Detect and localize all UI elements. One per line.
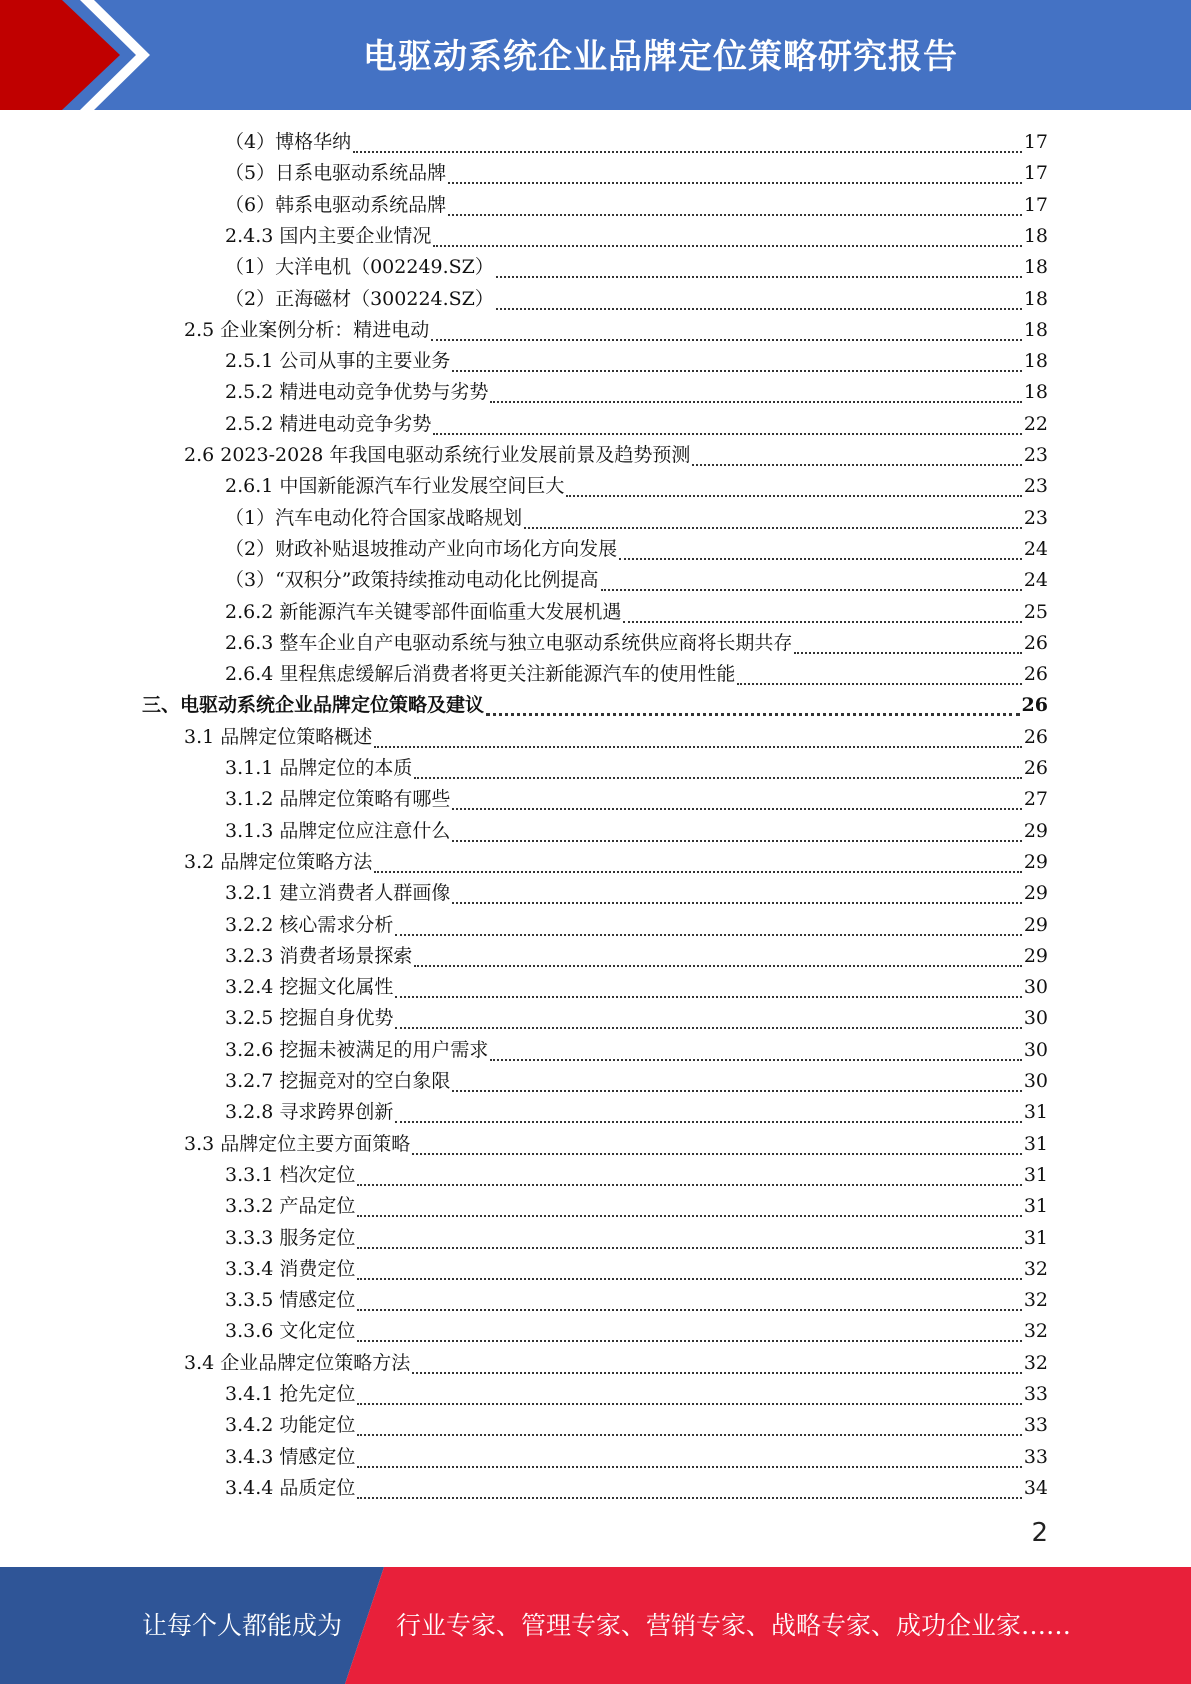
toc-entry-label: 2.6.3 整车企业自产电驱动系统与独立电驱动系统供应商将长期共存 xyxy=(225,632,793,654)
toc-entry-page: 32 xyxy=(1023,1320,1048,1342)
toc-entry[interactable] xyxy=(225,1316,1048,1347)
dot-leader xyxy=(692,464,1021,466)
toc-entry[interactable] xyxy=(225,284,1048,315)
toc-entry[interactable] xyxy=(225,565,1048,596)
toc-entry-label: 3.4 企业品牌定位策略方法 xyxy=(184,1352,411,1374)
toc-entry[interactable] xyxy=(225,221,1048,252)
toc-entry-label: （3）“双积分”政策持续推动电动化比例提高 xyxy=(225,569,599,591)
toc-entry-page: 23 xyxy=(1023,475,1048,497)
toc-entry[interactable] xyxy=(225,1442,1048,1473)
toc-entry[interactable] xyxy=(184,847,1048,878)
dot-leader xyxy=(486,713,1020,716)
dot-leader xyxy=(737,683,1021,685)
toc-entry-label: 3.3.1 档次定位 xyxy=(225,1164,356,1186)
toc-entry[interactable] xyxy=(225,409,1048,440)
toc-entry[interactable] xyxy=(225,534,1048,565)
chevron-arrow-icon xyxy=(0,0,160,110)
toc-entry-label: 3.1 品牌定位策略概述 xyxy=(184,726,373,748)
report-title: 电驱动系统企业品牌定位策略研究报告 xyxy=(363,36,958,77)
toc-entry-page: 24 xyxy=(1023,569,1048,591)
toc-entry-label: 3.3 品牌定位主要方面策略 xyxy=(184,1133,411,1155)
toc-entry-page: 30 xyxy=(1023,976,1048,998)
dot-leader xyxy=(448,182,1022,184)
toc-entry-label: 3.3.4 消费定位 xyxy=(225,1258,356,1280)
toc-entry[interactable] xyxy=(184,722,1048,753)
toc-entry-page: 23 xyxy=(1023,507,1048,529)
toc-entry[interactable] xyxy=(225,597,1048,628)
dot-leader xyxy=(448,214,1022,216)
footer-slogan-right: 行业专家、管理专家、营销专家、战略专家、成功企业家…… xyxy=(396,1611,1072,1640)
toc-entry-page: 31 xyxy=(1023,1101,1048,1123)
dot-leader xyxy=(357,1403,1021,1405)
toc-entry-page: 18 xyxy=(1023,319,1048,341)
toc-entry-page: 17 xyxy=(1023,131,1048,153)
toc-entry-label: 3.3.3 服务定位 xyxy=(225,1227,356,1249)
toc-entry[interactable] xyxy=(225,753,1048,784)
toc-entry-label: 3.4.4 品质定位 xyxy=(225,1477,356,1499)
dot-leader xyxy=(431,339,1022,341)
toc-entry-label: 2.5.2 精进电动竞争劣势 xyxy=(225,413,432,435)
dot-leader xyxy=(496,276,1022,278)
toc-entry-label: 2.4.3 国内主要企业情况 xyxy=(225,225,432,247)
toc-entry-page: 26 xyxy=(1021,694,1048,716)
dot-leader xyxy=(353,151,1022,153)
dot-leader xyxy=(357,1278,1021,1280)
toc-entry[interactable] xyxy=(184,440,1048,471)
toc-entry-label: 2.6.4 里程焦虑缓解后消费者将更关注新能源汽车的使用性能 xyxy=(225,663,736,685)
toc-entry-page: 29 xyxy=(1023,851,1048,873)
dot-leader xyxy=(374,871,1022,873)
toc-entry[interactable] xyxy=(225,1035,1048,1066)
toc-entry-page: 32 xyxy=(1023,1352,1048,1374)
dot-leader xyxy=(433,245,1021,247)
toc-entry-label: 3.3.2 产品定位 xyxy=(225,1195,356,1217)
dot-leader xyxy=(452,1090,1021,1092)
dot-leader xyxy=(414,777,1021,779)
toc-entry-page: 18 xyxy=(1023,381,1048,403)
toc-entry[interactable] xyxy=(184,1129,1048,1160)
toc-entry-page: 29 xyxy=(1023,882,1048,904)
dot-leader xyxy=(619,558,1022,560)
toc-entry[interactable] xyxy=(225,941,1048,972)
toc-entry[interactable] xyxy=(225,784,1048,815)
toc-entry[interactable] xyxy=(225,158,1048,189)
toc-entry[interactable] xyxy=(225,346,1048,377)
dot-leader xyxy=(566,495,1021,497)
toc-entry[interactable] xyxy=(225,1473,1048,1504)
toc-entry-page: 33 xyxy=(1023,1446,1048,1468)
toc-entry-label: 3.2.6 挖掘未被满足的用户需求 xyxy=(225,1039,489,1061)
toc-entry-label: 3.4.1 抢先定位 xyxy=(225,1383,356,1405)
dot-leader xyxy=(452,902,1021,904)
toc-entry[interactable] xyxy=(184,1348,1048,1379)
dot-leader xyxy=(357,1466,1021,1468)
toc-entry-label: 2.6 2023-2028 年我国电驱动系统行业发展前景及趋势预测 xyxy=(184,444,691,466)
toc-entry-label: （5）日系电驱动系统品牌 xyxy=(225,162,447,184)
dot-leader xyxy=(357,1247,1021,1249)
toc-entry[interactable] xyxy=(225,471,1048,502)
toc-entry-label: （6）韩系电驱动系统品牌 xyxy=(225,194,447,216)
dot-leader xyxy=(412,1372,1022,1374)
toc-entry-page: 29 xyxy=(1023,945,1048,967)
toc-entry-label: 2.5.1 公司从事的主要业务 xyxy=(225,350,451,372)
toc-entry-label: 3.1.1 品牌定位的本质 xyxy=(225,757,413,779)
toc-entry-label: 3.1.3 品牌定位应注意什么 xyxy=(225,820,451,842)
toc-entry-label: （2）财政补贴退坡推动产业向市场化方向发展 xyxy=(225,538,618,560)
toc-entry-page: 26 xyxy=(1023,632,1048,654)
toc-entry-label: 3.2.5 挖掘自身优势 xyxy=(225,1007,394,1029)
toc-entry-page: 22 xyxy=(1023,413,1048,435)
dot-leader xyxy=(433,433,1021,435)
toc-entry-label: （1）大洋电机（002249.SZ） xyxy=(225,256,494,278)
dot-leader xyxy=(452,808,1021,810)
toc-entry[interactable] xyxy=(142,690,1048,721)
dot-leader xyxy=(395,934,1021,936)
toc-entry[interactable] xyxy=(225,910,1048,941)
dot-leader xyxy=(357,1497,1021,1499)
toc-entry[interactable] xyxy=(225,377,1048,408)
dot-leader xyxy=(357,1434,1021,1436)
toc-entry-page: 34 xyxy=(1023,1477,1048,1499)
toc-entry-page: 18 xyxy=(1023,225,1048,247)
toc-entry[interactable] xyxy=(225,1285,1048,1316)
toc-entry[interactable] xyxy=(225,1379,1048,1410)
toc-entry-page: 29 xyxy=(1023,914,1048,936)
toc-entry-label: 2.6.1 中国新能源汽车行业发展空间巨大 xyxy=(225,475,565,497)
toc-entry[interactable] xyxy=(225,503,1048,534)
dot-leader xyxy=(524,527,1022,529)
toc-entry-label: 3.2.2 核心需求分析 xyxy=(225,914,394,936)
toc-entry-page: 26 xyxy=(1023,663,1048,685)
toc-entry-page: 18 xyxy=(1023,288,1048,310)
toc-entry-page: 27 xyxy=(1023,788,1048,810)
toc-entry-label: 3.3.6 文化定位 xyxy=(225,1320,356,1342)
toc-entry-page: 33 xyxy=(1023,1383,1048,1405)
toc-entry-label: 3.2.3 消费者场景探索 xyxy=(225,945,413,967)
toc-entry-label: 3.4.3 情感定位 xyxy=(225,1446,356,1468)
dot-leader xyxy=(395,1027,1021,1029)
toc-entry-page: 30 xyxy=(1023,1070,1048,1092)
toc-entry-page: 29 xyxy=(1023,820,1048,842)
dot-leader xyxy=(395,996,1021,998)
toc-entry-label: 3.2.7 挖掘竞对的空白象限 xyxy=(225,1070,451,1092)
toc-entry[interactable] xyxy=(225,628,1048,659)
dot-leader xyxy=(490,1059,1021,1061)
header-banner xyxy=(0,0,1191,110)
toc-entry-page: 17 xyxy=(1023,162,1048,184)
toc-entry-page: 32 xyxy=(1023,1258,1048,1280)
toc-entry-page: 30 xyxy=(1023,1007,1048,1029)
dot-leader xyxy=(357,1309,1021,1311)
toc-entry-label: 3.2 品牌定位策略方法 xyxy=(184,851,373,873)
toc-entry[interactable] xyxy=(225,252,1048,283)
dot-leader xyxy=(623,621,1021,623)
toc-entry-label: 2.6.2 新能源汽车关键零部件面临重大发展机遇 xyxy=(225,601,622,623)
toc-entry-label: 三、电驱动系统企业品牌定位策略及建议 xyxy=(142,694,485,716)
dot-leader xyxy=(601,589,1022,591)
toc-entry-label: （1）汽车电动化符合国家战略规划 xyxy=(225,507,523,529)
toc-entry-page: 31 xyxy=(1023,1164,1048,1186)
toc-entry[interactable] xyxy=(225,1097,1048,1128)
dot-leader xyxy=(490,401,1021,403)
dot-leader xyxy=(357,1184,1021,1186)
dot-leader xyxy=(794,652,1021,654)
toc-entry-label: 2.5.2 精进电动竞争优势与劣势 xyxy=(225,381,489,403)
toc-entry-label: 3.3.5 情感定位 xyxy=(225,1289,356,1311)
toc-entry-label: 3.4.2 功能定位 xyxy=(225,1414,356,1436)
toc-entry-page: 24 xyxy=(1023,538,1048,560)
toc-entry[interactable] xyxy=(225,1066,1048,1097)
footer-banner xyxy=(0,1567,1191,1684)
footer-slogan-left: 让每个人都能成为 xyxy=(142,1611,343,1640)
dot-leader xyxy=(374,746,1022,748)
toc-entry-page: 26 xyxy=(1023,726,1048,748)
dot-leader xyxy=(357,1340,1021,1342)
toc-entry[interactable] xyxy=(225,816,1048,847)
dot-leader xyxy=(414,965,1021,967)
toc-entry-page: 18 xyxy=(1023,256,1048,278)
toc-entry-label: 3.1.2 品牌定位策略有哪些 xyxy=(225,788,451,810)
toc-entry-page: 31 xyxy=(1023,1227,1048,1249)
toc-entry-label: （4）博格华纳 xyxy=(225,131,352,153)
toc-entry-label: （2）正海磁材（300224.SZ） xyxy=(225,288,494,310)
toc-entry[interactable] xyxy=(225,1410,1048,1441)
toc-entry[interactable] xyxy=(225,1254,1048,1285)
toc-entry[interactable] xyxy=(225,1191,1048,1222)
toc-entry[interactable] xyxy=(225,190,1048,221)
toc-entry-label: 3.2.1 建立消费者人群画像 xyxy=(225,882,451,904)
dot-leader xyxy=(395,1121,1021,1123)
page-number: 2 xyxy=(1031,1518,1048,1548)
toc-entry[interactable] xyxy=(225,127,1048,158)
toc-entry[interactable] xyxy=(225,972,1048,1003)
toc-entry-page: 18 xyxy=(1023,350,1048,372)
toc-entry-page: 23 xyxy=(1023,444,1048,466)
toc-entry-page: 32 xyxy=(1023,1289,1048,1311)
toc-entry[interactable] xyxy=(225,1003,1048,1034)
dot-leader xyxy=(452,370,1021,372)
toc-entry-label: 3.2.8 寻求跨界创新 xyxy=(225,1101,394,1123)
toc-entry-label: 2.5 企业案例分析：精进电动 xyxy=(184,319,430,341)
dot-leader xyxy=(452,840,1021,842)
toc-entry-page: 30 xyxy=(1023,1039,1048,1061)
toc-entry[interactable] xyxy=(225,1160,1048,1191)
toc-entry[interactable] xyxy=(184,315,1048,346)
toc-entry-page: 31 xyxy=(1023,1195,1048,1217)
toc-entry-page: 31 xyxy=(1023,1133,1048,1155)
toc-entry-page: 26 xyxy=(1023,757,1048,779)
toc-entry-page: 17 xyxy=(1023,194,1048,216)
toc-entry[interactable] xyxy=(225,1223,1048,1254)
toc-entry-page: 25 xyxy=(1023,601,1048,623)
dot-leader xyxy=(496,308,1022,310)
toc-entry[interactable] xyxy=(225,659,1048,690)
dot-leader xyxy=(412,1153,1022,1155)
toc-entry[interactable] xyxy=(225,878,1048,909)
toc-entry-page: 33 xyxy=(1023,1414,1048,1436)
dot-leader xyxy=(357,1215,1021,1217)
toc-entry-label: 3.2.4 挖掘文化属性 xyxy=(225,976,394,998)
